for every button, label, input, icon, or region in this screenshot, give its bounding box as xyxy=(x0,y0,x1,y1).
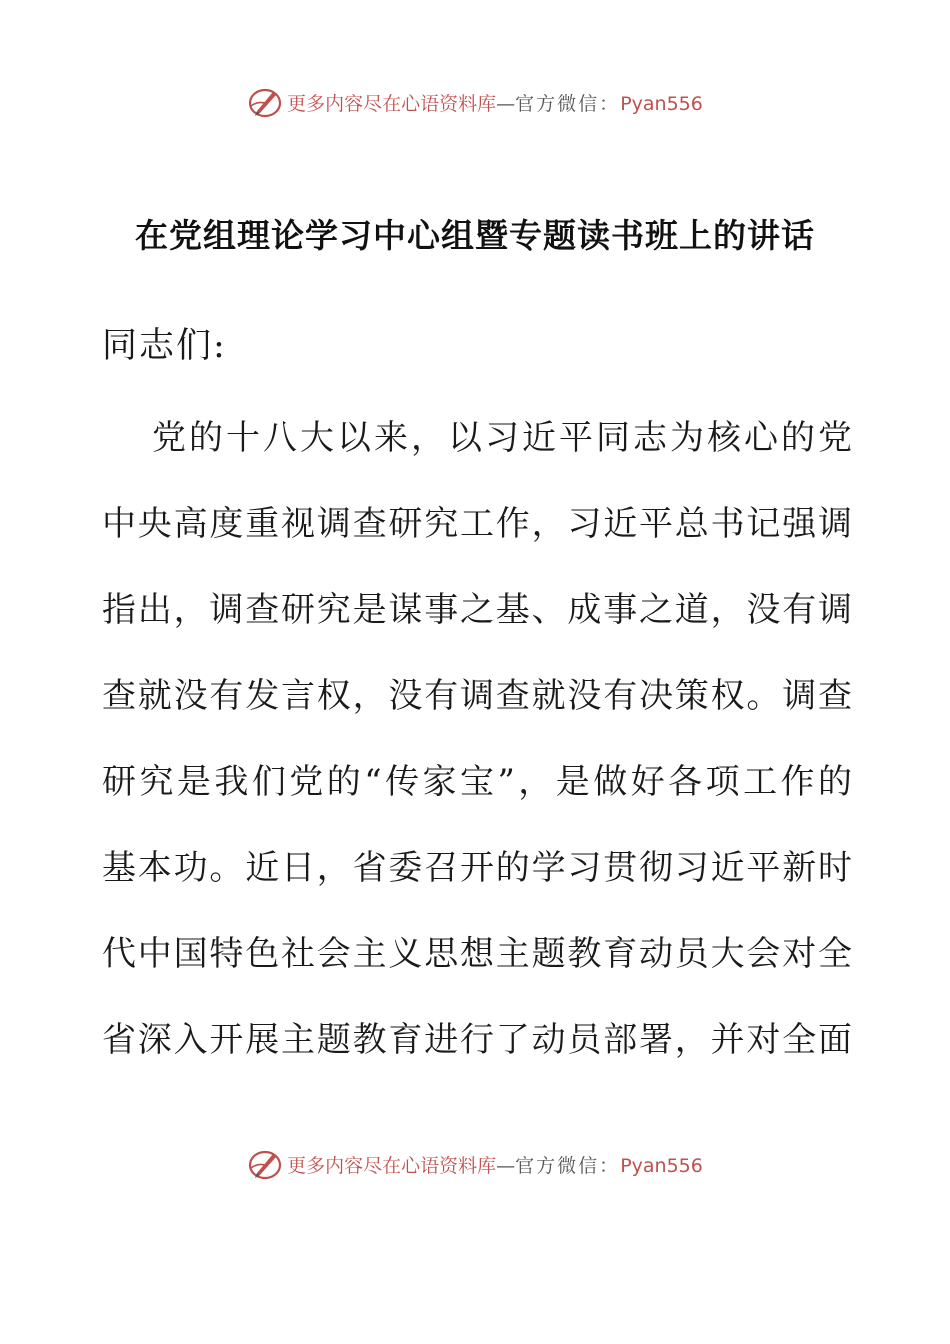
body-line: 中央高度重视调查研究工作，习近平总书记强调 xyxy=(102,504,852,544)
banner-text xyxy=(287,89,703,116)
greeting: 同志们: xyxy=(102,326,227,366)
body-line: 查就没有发言权，没有调查就没有决策权。调查 xyxy=(102,676,852,716)
body-text xyxy=(102,408,852,1096)
body-line: 基本功。近日，省委召开的学习贯彻习近平新时 xyxy=(102,848,852,888)
body-line: 代中国特色社会主义思想主题教育动员大会对全 xyxy=(102,934,852,974)
banner-wechat-label: 官方微信： xyxy=(515,92,621,115)
banner-brand: 更多内容尽在心语资料库 xyxy=(287,92,497,115)
pen-logo-icon xyxy=(247,84,283,120)
banner-dash: — xyxy=(496,92,516,115)
body-line: 指出，调查研究是谋事之基、成事之道，没有调 xyxy=(102,590,852,630)
header-banner xyxy=(0,82,950,122)
banner-dash: — xyxy=(496,1154,516,1177)
body-line: 省深入开展主题教育进行了动员部署，并对全面 xyxy=(102,1020,852,1060)
footer-banner xyxy=(0,1144,950,1184)
banner-wechat-label: 官方微信： xyxy=(515,1154,621,1177)
banner-wechat-id: Pyan556 xyxy=(620,92,703,115)
body-line: 研究是我们党的“传家宝”，是做好各项工作的 xyxy=(102,762,852,802)
banner-wechat-id: Pyan556 xyxy=(620,1154,703,1177)
banner-text xyxy=(287,1151,703,1178)
pen-logo-icon xyxy=(247,1146,283,1182)
body-line: 党的十八大以来，以习近平同志为核心的党 xyxy=(152,418,852,458)
document-title: 在党组理论学习中心组暨专题读书班上的讲话 xyxy=(135,216,815,255)
banner-brand: 更多内容尽在心语资料库 xyxy=(287,1154,497,1177)
